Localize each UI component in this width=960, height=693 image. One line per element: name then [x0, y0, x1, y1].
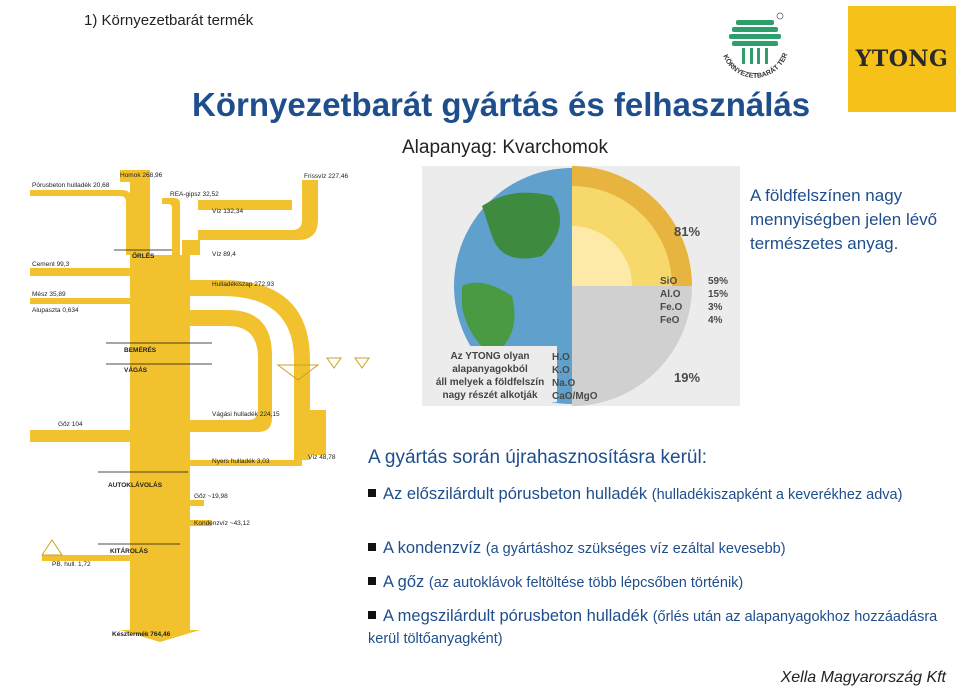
bullet-item [368, 484, 958, 506]
label-cement: Cement 99,3 [32, 261, 70, 268]
compound-1: SiO [660, 276, 678, 287]
bullet-square-icon [368, 489, 376, 497]
caption-line-2: alapanyagokból [452, 364, 528, 375]
compound-2: Al.O [660, 289, 681, 300]
bullet-main: Az előszilárdult pórusbeton hulladék [383, 485, 648, 503]
label-kesztermek: Késztermék 764,46 [112, 631, 171, 638]
share-top: 81% [674, 224, 701, 239]
bullet-main: A kondenzvíz [383, 539, 482, 557]
bullet-detail: (a gyártáshoz szükséges víz ezáltal kevesebb) [485, 541, 786, 557]
homok-flow [120, 170, 150, 255]
label-goz-2: Gőz ~19,98 [194, 493, 228, 500]
footer-company: Xella Magyarország Kft [780, 669, 946, 686]
bullet-square-icon [368, 577, 376, 585]
step-orles: ŐRLÉS [132, 253, 155, 260]
label-viz-3: Víz 48,78 [308, 454, 336, 461]
porusbeton-flow [30, 190, 132, 255]
compound-6: K.O [552, 365, 570, 376]
value-2: 15% [708, 289, 729, 300]
page-title: Környezetbarát gyártás és felhasználás [192, 86, 811, 123]
label-vagasi-hulladek: Vágási hulladék 224,15 [212, 411, 280, 418]
compound-3: Fe.O [660, 302, 683, 313]
step-kitarolas: KITÁROLÁS [110, 548, 148, 555]
step-bemeres: BEMÉRÉS [124, 347, 157, 354]
caption-line-3: áll melyek a földfelszín [435, 377, 545, 388]
cement-flow [30, 268, 130, 276]
label-kondenzviz: Kondenzvíz ~43,12 [194, 520, 250, 527]
bullet-main: A megszilárdult pórusbeton hulladék [383, 607, 649, 625]
bullet-detail: (őrlés után az alapanyagokhoz hozzáadásra kerül töltőanyagként) [368, 609, 938, 647]
label-porusbeton: Pórusbeton hulladék 20,68 [32, 182, 110, 189]
compound-7: Na.O [552, 378, 576, 389]
earth-composition-graphic [422, 166, 740, 406]
label-hulladekiszap: Hulladékiszap 272,93 [212, 281, 275, 288]
value-3: 3% [708, 302, 723, 313]
bullet-detail: (az autoklávok feltöltése több lépcsőben történik) [428, 575, 744, 591]
label-viz-2: Víz 89,4 [212, 251, 236, 258]
bullet-square-icon [368, 611, 376, 619]
label-rea-gipsz: REA-gipsz 32,52 [170, 191, 219, 198]
hulladekiszap-loop [190, 280, 310, 460]
label-homok: Homok 268,96 [120, 172, 163, 179]
bullet-item [368, 606, 958, 650]
label-alupaszta: Alupaszta 0,634 [32, 307, 79, 314]
caption-line-4: nagy részét alkotják [442, 390, 538, 401]
production-flow-diagram [22, 160, 372, 645]
tree-icon [714, 8, 796, 84]
value-4: 4% [708, 315, 723, 326]
bullet-main: A gőz [383, 573, 425, 591]
share-bottom: 19% [674, 370, 701, 385]
page-subtitle: Alapanyag: Kvarchomok [402, 137, 608, 158]
compound-4: FeO [660, 315, 680, 326]
bullet-item [368, 572, 958, 594]
compound-8: CaO/MgO [552, 391, 598, 402]
label-pb-hull: PB. hull. 1,72 [52, 561, 91, 568]
label-frissviz: Frissvíz 227,46 [304, 173, 349, 180]
label-nyers-hulladek: Nyers hulladék 3,03 [212, 458, 270, 465]
step-autoklavolas: AUTOKLÁVOLÁS [108, 482, 163, 489]
step-vagas: VÁGÁS [124, 367, 148, 374]
bullet-square-icon [368, 543, 376, 551]
section-label: 1) Környezetbarát termék [84, 12, 254, 29]
main-trunk-flow [130, 255, 190, 630]
side-note: A földfelszínen nagy mennyiségben jelen lévő természetes anyag. [750, 186, 938, 253]
bullet-detail: (hulladékiszapként a keverékhez adva) [651, 487, 903, 503]
bullet-item [368, 538, 958, 560]
environmental-product-logo [714, 8, 796, 84]
ytong-logo [848, 6, 956, 112]
environment-logo-text: KÖRNYEZETBARÁT TER [721, 52, 790, 80]
value-1: 59% [708, 276, 729, 287]
bullets-heading: A gyártás során újrahasznosításra kerül: [368, 447, 708, 468]
label-viz-1: Víz 132,34 [212, 208, 244, 215]
goz-flow [30, 430, 130, 442]
label-goz: Gőz 104 [58, 421, 83, 428]
caption-line-1: Az YTONG olyan [450, 351, 530, 362]
mesz-flow [30, 298, 130, 304]
compound-5: H.O [552, 352, 570, 363]
ytong-logo-text: YTONG [855, 46, 949, 72]
label-mesz: Mész 35,89 [32, 291, 66, 298]
